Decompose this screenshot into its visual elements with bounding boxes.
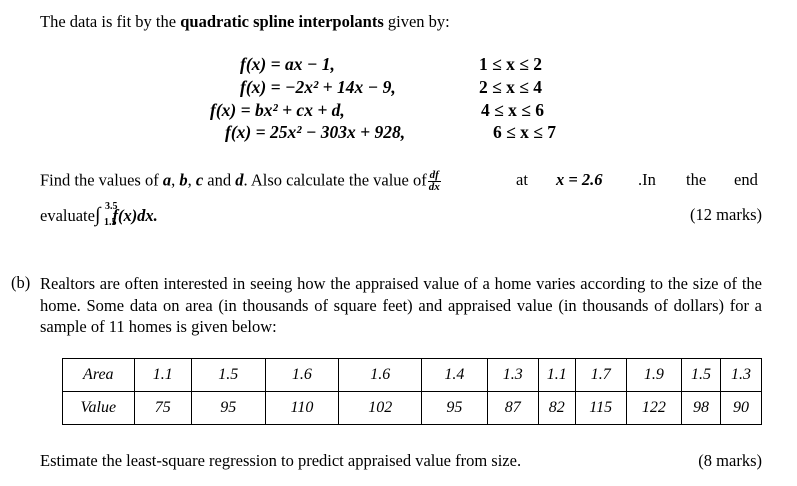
separator: , [187, 170, 196, 190]
integral-upper-limit: 3.5 [104, 201, 118, 212]
derivative-fraction [428, 170, 441, 193]
row-label-value: Value [63, 392, 135, 425]
the-word: the [686, 170, 707, 189]
table-cell: 122 [626, 392, 681, 425]
derivative-denominator: dx [428, 181, 440, 193]
evaluate-word: evaluate [40, 206, 95, 225]
at-word: at [516, 170, 528, 189]
spline-expr-1: f(x) = ax − 1, [240, 54, 335, 74]
integral [94, 201, 118, 228]
table-cell: 1.5 [682, 359, 721, 392]
table-cell: 82 [538, 392, 575, 425]
table-row-area [63, 359, 762, 392]
x-value: x = 2.6 [556, 170, 603, 189]
in-word: .In [638, 170, 656, 189]
table-cell: 75 [134, 392, 191, 425]
intro-line [40, 12, 450, 32]
table-cell: 110 [265, 392, 339, 425]
table-cell: 1.9 [626, 359, 681, 392]
row-label-area: Area [63, 359, 135, 392]
part-b-label: (b) [11, 273, 31, 292]
table-cell: 1.4 [422, 359, 487, 392]
part-b-marks: (8 marks) [698, 451, 762, 470]
table-cell: 102 [339, 392, 422, 425]
table-cell: 1.3 [487, 359, 538, 392]
var-d: d [235, 170, 244, 190]
task-a-line-1 [40, 170, 442, 193]
table-cell: 87 [487, 392, 538, 425]
spline-expr-4: f(x) = 25x² − 303x + 928, [225, 122, 406, 142]
separator: , [171, 170, 180, 190]
table-cell: 90 [720, 392, 761, 425]
intro-prefix: The data is fit by the [40, 12, 181, 31]
table-cell: 115 [575, 392, 626, 425]
integral-sign: ∫ [94, 204, 101, 226]
table-cell: 95 [191, 392, 265, 425]
regression-question: Estimate the least-square regression to predict appraised value from size. [40, 451, 522, 470]
table-cell: 1.7 [575, 359, 626, 392]
task-a-line-2 [40, 201, 158, 228]
spline-interval-1: 1 ≤ x ≤ 2 [479, 54, 542, 74]
also-text: . Also calculate the value of [243, 170, 427, 190]
intro-suffix: given by: [383, 12, 450, 31]
table-cell: 1.1 [538, 359, 575, 392]
table-cell: 98 [682, 392, 721, 425]
var-c: c [195, 170, 204, 190]
var-a: a [162, 170, 172, 190]
integral-lower-limit: 1.5 [103, 217, 117, 228]
spline-interval-2: 2 ≤ x ≤ 4 [479, 77, 542, 97]
data-table [62, 358, 762, 425]
spline-expr-3: f(x) = bx² + cx + d, [210, 100, 345, 120]
spline-expr-2: f(x) = −2x² + 14x − 9, [240, 77, 396, 97]
table-cell: 1.6 [339, 359, 422, 392]
end-word: end [734, 170, 758, 189]
task-a-marks: (12 marks) [690, 205, 762, 224]
table-cell: 1.1 [134, 359, 191, 392]
derivative-numerator: df [429, 169, 439, 181]
part-b-text: Realtors are often interested in seeing how the appraised value of a home varies according to the size of the home. Some data on area (in thousands of square feet) and appraised value (in thousands of dollars) for a sample of 11 homes is given below: [40, 274, 762, 336]
spline-interval-3: 4 ≤ x ≤ 6 [481, 100, 544, 120]
var-b: b [179, 170, 188, 190]
spline-interval-4: 6 ≤ x ≤ 7 [493, 122, 556, 142]
and-word: and [203, 170, 236, 190]
table-cell: 1.5 [191, 359, 265, 392]
table-cell: 95 [422, 392, 487, 425]
integrand: f(x)dx. [112, 206, 158, 225]
table-row-value [63, 392, 762, 425]
table-cell: 1.3 [720, 359, 761, 392]
intro-emphasis: quadratic spline interpolants [180, 12, 384, 31]
find-text: Find the values of [40, 170, 163, 190]
table-cell: 1.6 [265, 359, 339, 392]
